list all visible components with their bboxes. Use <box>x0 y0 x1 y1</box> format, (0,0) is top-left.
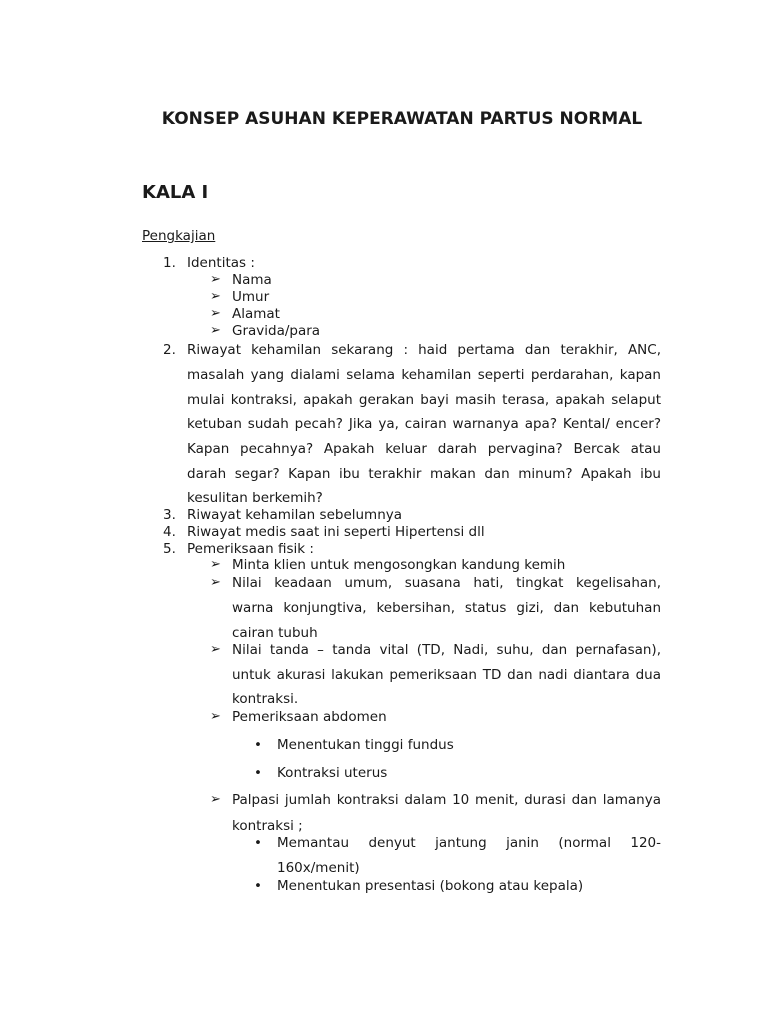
sub-list-item-line: Nilai tanda – tanda vital (TD, Nadi, suhu, dan pernafasan), <box>232 642 661 658</box>
subsection-heading: Pengkajian <box>142 228 216 244</box>
list-item-line: Riwayat kehamilan sekarang : haid pertama dan terakhir, ANC, <box>187 342 661 358</box>
sub-list-item: Umur <box>232 289 270 305</box>
sub-list-item-line: cairan tubuh <box>232 625 318 641</box>
list-item: Pemeriksaan fisik : <box>187 541 314 557</box>
sub-list-item: Nama <box>232 272 272 288</box>
arrow-bullet-icon: ➢ <box>210 272 221 287</box>
list-item: Identitas : <box>187 255 255 271</box>
list-item-line: masalah yang dialami selama kehamilan seperti perdarahan, kapan <box>187 367 661 383</box>
list-item: Riwayat kehamilan sebelumnya <box>187 507 403 523</box>
list-number: 3. <box>163 507 176 523</box>
list-item-line: darah segar? Kapan ibu terakhir makan dan minum? Apakah ibu <box>187 466 661 482</box>
list-item-line: ketuban sudah pecah? Jika ya, cairan warnanya apa? Kental/ encer? <box>187 416 661 432</box>
list-item: Riwayat medis saat ini seperti Hipertensi dll <box>187 524 485 540</box>
arrow-bullet-icon: ➢ <box>210 709 221 724</box>
dot-bullet-icon: • <box>254 878 262 894</box>
sub-list-item-line: warna konjungtiva, kebersihan, status gizi, dan kebutuhan <box>232 600 661 616</box>
sub-list-item: Minta klien untuk mengosongkan kandung kemih <box>232 557 566 573</box>
arrow-bullet-icon: ➢ <box>210 557 221 572</box>
list-item-line: kesulitan berkemih? <box>187 490 323 506</box>
list-number: 2. <box>163 342 176 358</box>
sub-sub-list-item-line: Memantau denyut jantung janin (normal 120- <box>277 835 661 851</box>
sub-sub-list-item: Menentukan tinggi fundus <box>277 737 454 753</box>
arrow-bullet-icon: ➢ <box>210 575 221 590</box>
arrow-bullet-icon: ➢ <box>210 323 221 338</box>
document-title: KONSEP ASUHAN KEPERAWATAN PARTUS NORMAL <box>161 109 643 129</box>
list-item-line: mulai kontraksi, apakah gerakan bayi masih terasa, apakah selaput <box>187 392 661 408</box>
list-item-line: Kapan pecahnya? Apakah keluar darah pervagina? Bercak atau <box>187 441 661 457</box>
arrow-bullet-icon: ➢ <box>210 289 221 304</box>
sub-sub-list-item: Kontraksi uterus <box>277 765 388 781</box>
sub-list-item: Gravida/para <box>232 323 321 339</box>
dot-bullet-icon: • <box>254 765 262 781</box>
dot-bullet-icon: • <box>254 835 262 851</box>
sub-sub-list-item-line: 160x/menit) <box>277 860 360 876</box>
sub-list-item: Alamat <box>232 306 280 322</box>
sub-list-item-line: Palpasi jumlah kontraksi dalam 10 menit, durasi dan lamanya <box>232 792 661 808</box>
dot-bullet-icon: • <box>254 737 262 753</box>
sub-list-item-line: kontraksi. <box>232 691 299 707</box>
list-number: 5. <box>163 541 176 557</box>
sub-list-item-line: untuk akurasi lakukan pemeriksaan TD dan nadi diantara dua <box>232 667 661 683</box>
arrow-bullet-icon: ➢ <box>210 306 221 321</box>
list-number: 1. <box>163 255 176 271</box>
sub-list-item: Pemeriksaan abdomen <box>232 709 387 725</box>
sub-list-item-line: kontraksi ; <box>232 818 303 834</box>
arrow-bullet-icon: ➢ <box>210 642 221 657</box>
section-heading: KALA I <box>142 182 209 203</box>
list-number: 4. <box>163 524 176 540</box>
arrow-bullet-icon: ➢ <box>210 792 221 807</box>
sub-list-item-line: Nilai keadaan umum, suasana hati, tingkat kegelisahan, <box>232 575 661 591</box>
sub-sub-list-item: Menentukan presentasi (bokong atau kepala) <box>277 878 584 894</box>
